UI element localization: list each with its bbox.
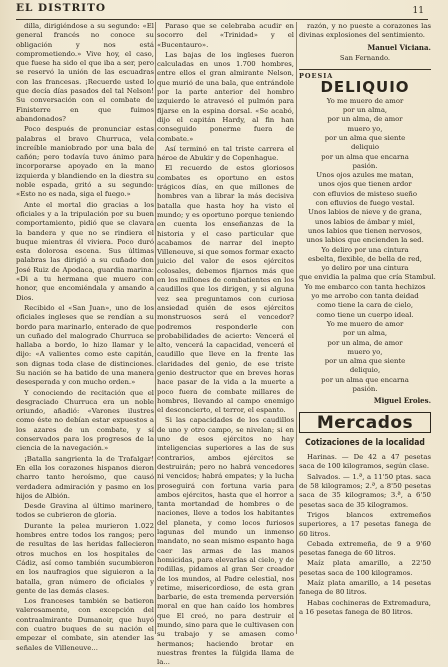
poem-line: yo me arrobo con tanta deidad: [311, 292, 419, 301]
col3-top-paragraph: razón, y no pueste a corazones las divinas explosiones del sentimiento.: [299, 22, 431, 40]
poem-line: que envidia la palma que cría Stambul.: [299, 273, 436, 282]
col1-paragraph: Los franceses también se batieron valerosamente, con excepción del contraalmirante Dumanoir, que huyó con cuatro buques de su nación el empezar el combate, sin atender las señales de Villeneuve...: [16, 597, 154, 652]
poem-line: con efluvios de fuego vestal.: [315, 199, 415, 208]
col1-paragraph: Poco después de pronunciar estas palabras el bravo Churruca, vela increíble maniobrado por una bala de cañón; pero todavía tuvo ánimo para incorporarse apoyado en la mano izquierda y blandiendo en la diestra su noble espada, gritó a su segundo: «Esto no es nada, siga el fuego.»: [16, 125, 154, 199]
poem-line: por un alma que encarna: [321, 375, 409, 384]
col1-paragraph: ¡Batalla sangrienta la de Trafalgar! En ella los corazones hispanos dieron charro tanto heroísmo, que causó verdadera admiración y pasmo en los hijos de Albión.: [16, 454, 154, 500]
author-signature: Miguel Eroles.: [373, 396, 431, 406]
column-divider: [155, 22, 156, 634]
col2-paragraph: Si las capacidades de los caudillos de uno y otro campo, se nivelan; si en uno de esos ejércitos no hay inteligencias superiores a las de sus contrarios, ambos ejércitos se destruirán; pero no habrá vencedores ni vencidos; habrá empates; y la lucha proseguirá con fortuna varia para ambos ejércitos, hasta que el horror a tanta mortandad de hombres o de naciones, lleve a todos los habitantes del planeta, y como locos furiosos lagunas del mundo un inmenso mandato, no sean mismo espanto haga caer las armas de las manos homicidas, para elevarlas al cielo, y de rodillas, pidamos al gran Ser creador de los mundos, al Padre celestial, nos retime, misericordioso, de esta gran barbarie, de esta tremenda perversión moral en que han caído los hombres que El creó, no para destruir el mundo, sino para que le cultivasen con su trabajo y se amasen como hermanos; haciendo brotar en nuestras frentes la fúlgida llama de la...: [157, 416, 294, 667]
market-item: Cebada extremeña, de 9 a 9'60 pesetas fanega de 60 litros.: [299, 539, 431, 558]
col1-paragraph: dilla, dirigiéndose a su segundo: «El general francés no conoce su obligación y nos está comprometiendo.» Vive hoy, el caso, que fuese ha sido el que iba a ser, pero se reservó la unión de las escuadras con las francesas. ¡Recuerde usted lo que decía días pasados del tal Nelson! Su conversación con el combate de Finisterre en que fuimos abandonados?: [16, 22, 154, 123]
poem-line: unos labios que encienden la sed.: [306, 236, 424, 245]
poem-line: Yo me muero de amor: [326, 96, 404, 105]
author-signature: Manuel Viciana.: [367, 42, 431, 52]
column-divider: [296, 22, 297, 634]
column-2: [157, 22, 294, 667]
col1-paragraph: Ante el mortal dio gracias a los oficiales y a la tripulación por su buen comportamiento, pidió que se clavara la bandera y que no se rindiera el buque mientras él viviera. Poco duró esta dolorosa escena. Sus últimas palabras las dirigió a su cuñado don José Ruiz de Apodaca, guardia marina: «Di a tu hermana que muero con honor, que encomiéndala y amando a Dios.: [16, 200, 154, 302]
poem-title: DELIQUIO: [320, 78, 410, 97]
place-line: San Fernando.: [339, 53, 391, 62]
column-1: [16, 22, 154, 652]
poem-line: pasión.: [352, 161, 378, 170]
section-label-poesia: POESIA: [299, 69, 431, 81]
poem-line: por un alma,: [342, 329, 388, 338]
poem-line: como tiene la cara de cielo,: [316, 301, 414, 310]
poem-line: deliquio,: [349, 366, 381, 375]
poem-line: por un alma, de amor: [327, 338, 403, 347]
poem-line: pasión.: [352, 384, 378, 393]
poem-line: unos labios que tienen nervosos,: [307, 226, 423, 235]
poem-line: Unos labios de nieve y de grana,: [308, 208, 422, 217]
col1-paragraph: Durante la pelea murieron 1.022 hombres entre todos los rangos; pero de resultas de las heridas fallecieron otros muchos en los hospitales de Cádiz, así como también sucumbieron en los naufragios que siguieron a la batalla, gran número de oficiales y gente de las demás clases.: [16, 521, 154, 595]
poem-line: muero yo,: [347, 347, 383, 356]
col2-paragraph: Así terminó en tal triste carrera el héroe de Abukir y de Copenhague.: [157, 144, 294, 163]
market-item: Maíz plata amarillo, a 22'50 pesetas saca de 100 kilogramos.: [299, 559, 431, 577]
col2-paragraph: Paraso que se celebraba acudir en socorro del «Trinidad» y el «Bucentauro».: [157, 22, 294, 49]
poem-line: Yo deliro por una cintura: [321, 245, 409, 254]
poem-verse: [299, 96, 436, 395]
mercados-heading: Mercados: [299, 412, 431, 433]
poem-line: esbelta, flexible, de bella de red,: [308, 254, 422, 263]
poem-line: como tiene un cuerpo ideal.: [316, 310, 414, 319]
poem-line: Unos ojos azules me matan,: [316, 171, 414, 180]
market-item: Maíz plata amarillo, a 14 pesetas fanega de 80 litros.: [299, 579, 431, 597]
poem-line: con efluvios de misteso sueño: [312, 189, 418, 198]
poem-line: por un alma que encarna: [321, 152, 409, 161]
column-3: [299, 22, 436, 634]
poem-line: deliquio: [350, 143, 380, 152]
col2-paragraph: El recuerdo de estos gloriosos combates es oportuno en estos trágicos días, en que millones de hombres van a librar la más decisiva batalla que hasta hoy ha visto el mundo; y es oportuno porque teniendo en cuenta los enseñanzas de la historia y el caso particular que acabamos de narrar del inepto Villeneuve, si que somos formar exacto juicio del valor de esos ejércitos colosales, debemos fijarnos más que en los millones de combatientes en los caudillos que los dirigen, y si alguna vez sea preguntamos con curiosa ansiedad quién de esos ejércitos monstruosos será el vencedor? podremos responderle con probabilidades de acierto: Vencerá el alto, vencerá la capacidad, vencerá el caudillo que lleve en la frente las claridades del genio, de ese triste genio destructor que en breves horas hace pasar de la vida a la muerte a poco fuera de combate millares de hombres, llevando al campo enemigo el desconcierto, el terror, el espanto.: [157, 164, 294, 415]
poem-line: Yo me embarco con tanta hechizos: [304, 282, 426, 291]
poem-line: por un alma que siente: [324, 357, 406, 366]
masthead: EL DISTRITO: [16, 2, 107, 14]
page-number: 11: [412, 6, 424, 16]
market-item: Harinas. — De 42 a 47 pesetas saca de 100 kilogramos, según clase.: [299, 453, 431, 471]
poem-line: yo deliro por una cintura: [321, 264, 409, 273]
market-item: Habas cochineras de Extremadura, a 16 pesetas fanega de 80 litros.: [299, 598, 431, 616]
header-rule: [16, 19, 428, 20]
poem-line: por un alma, de amor: [327, 115, 403, 124]
poem-line: Yo me muero de amor: [326, 319, 404, 328]
col1-paragraph: Y conociendo de recitación que el desgraciado Churruca era un noble oriundo, añadió: «Varones ilustres como éste no debían estar expuestos a los azares de un combate, y sí conservados para los progresos de la ciencia de la navegación.»: [16, 388, 154, 453]
poem-line: por un alma que siente: [324, 133, 406, 142]
market-prices: [299, 453, 431, 617]
poem-line: por un alma,: [342, 106, 388, 115]
col1-paragraph: Recibido el «San Juan», uno de los oficiales ingleses que se rendían a su bordo para marinarlo, enterado de que un cuñado del malogrado Churruca se hallaba a bordo, lo hizo llamar y le dijo: «A valientes como este capitán, son dignas toda clase de distinciones. Su nación se ha batido de una manera desesperada y con mucho orden.»: [16, 303, 154, 387]
market-item: Salvados. — 1.ª, a 11'50 ptas. saca de 58 kilogramos; 2.ª, a 8'50 pesetas saca de 35 kilogramos; 3.ª, a 6'50 pesetas saca de 35 kilogramos.: [299, 472, 431, 509]
cotizaciones-subheading: Cotizaciones de la localidad: [305, 437, 425, 448]
col1-paragraph: Desde Gravina al último marinero, todos se cubrieron de gloria.: [16, 502, 154, 520]
poem-line: muero yo,: [347, 124, 383, 133]
page-header: [16, 2, 430, 18]
poem-line: unos labios de ámbar y miel,: [314, 217, 416, 226]
col2-paragraph: Las bajas de los ingleses fueron calculadas en unos 1.700 hombres, entre ellos el gran almirante Nelson, que murió de una bala, que entrándole por la parte anterior del hombro izquierdo le atravesó el pulmón para fijarse en la espina dorsal. «Se acabó, dijo el capitán Hardy, al fin han conseguido ponerme fuera de combate.»: [157, 50, 294, 143]
poem-line: unos ojos que tienen ardor: [318, 180, 412, 189]
market-item: Trigos blancos extremeños superiores, a 17 pesetas fanega de 60 litros.: [299, 510, 431, 538]
